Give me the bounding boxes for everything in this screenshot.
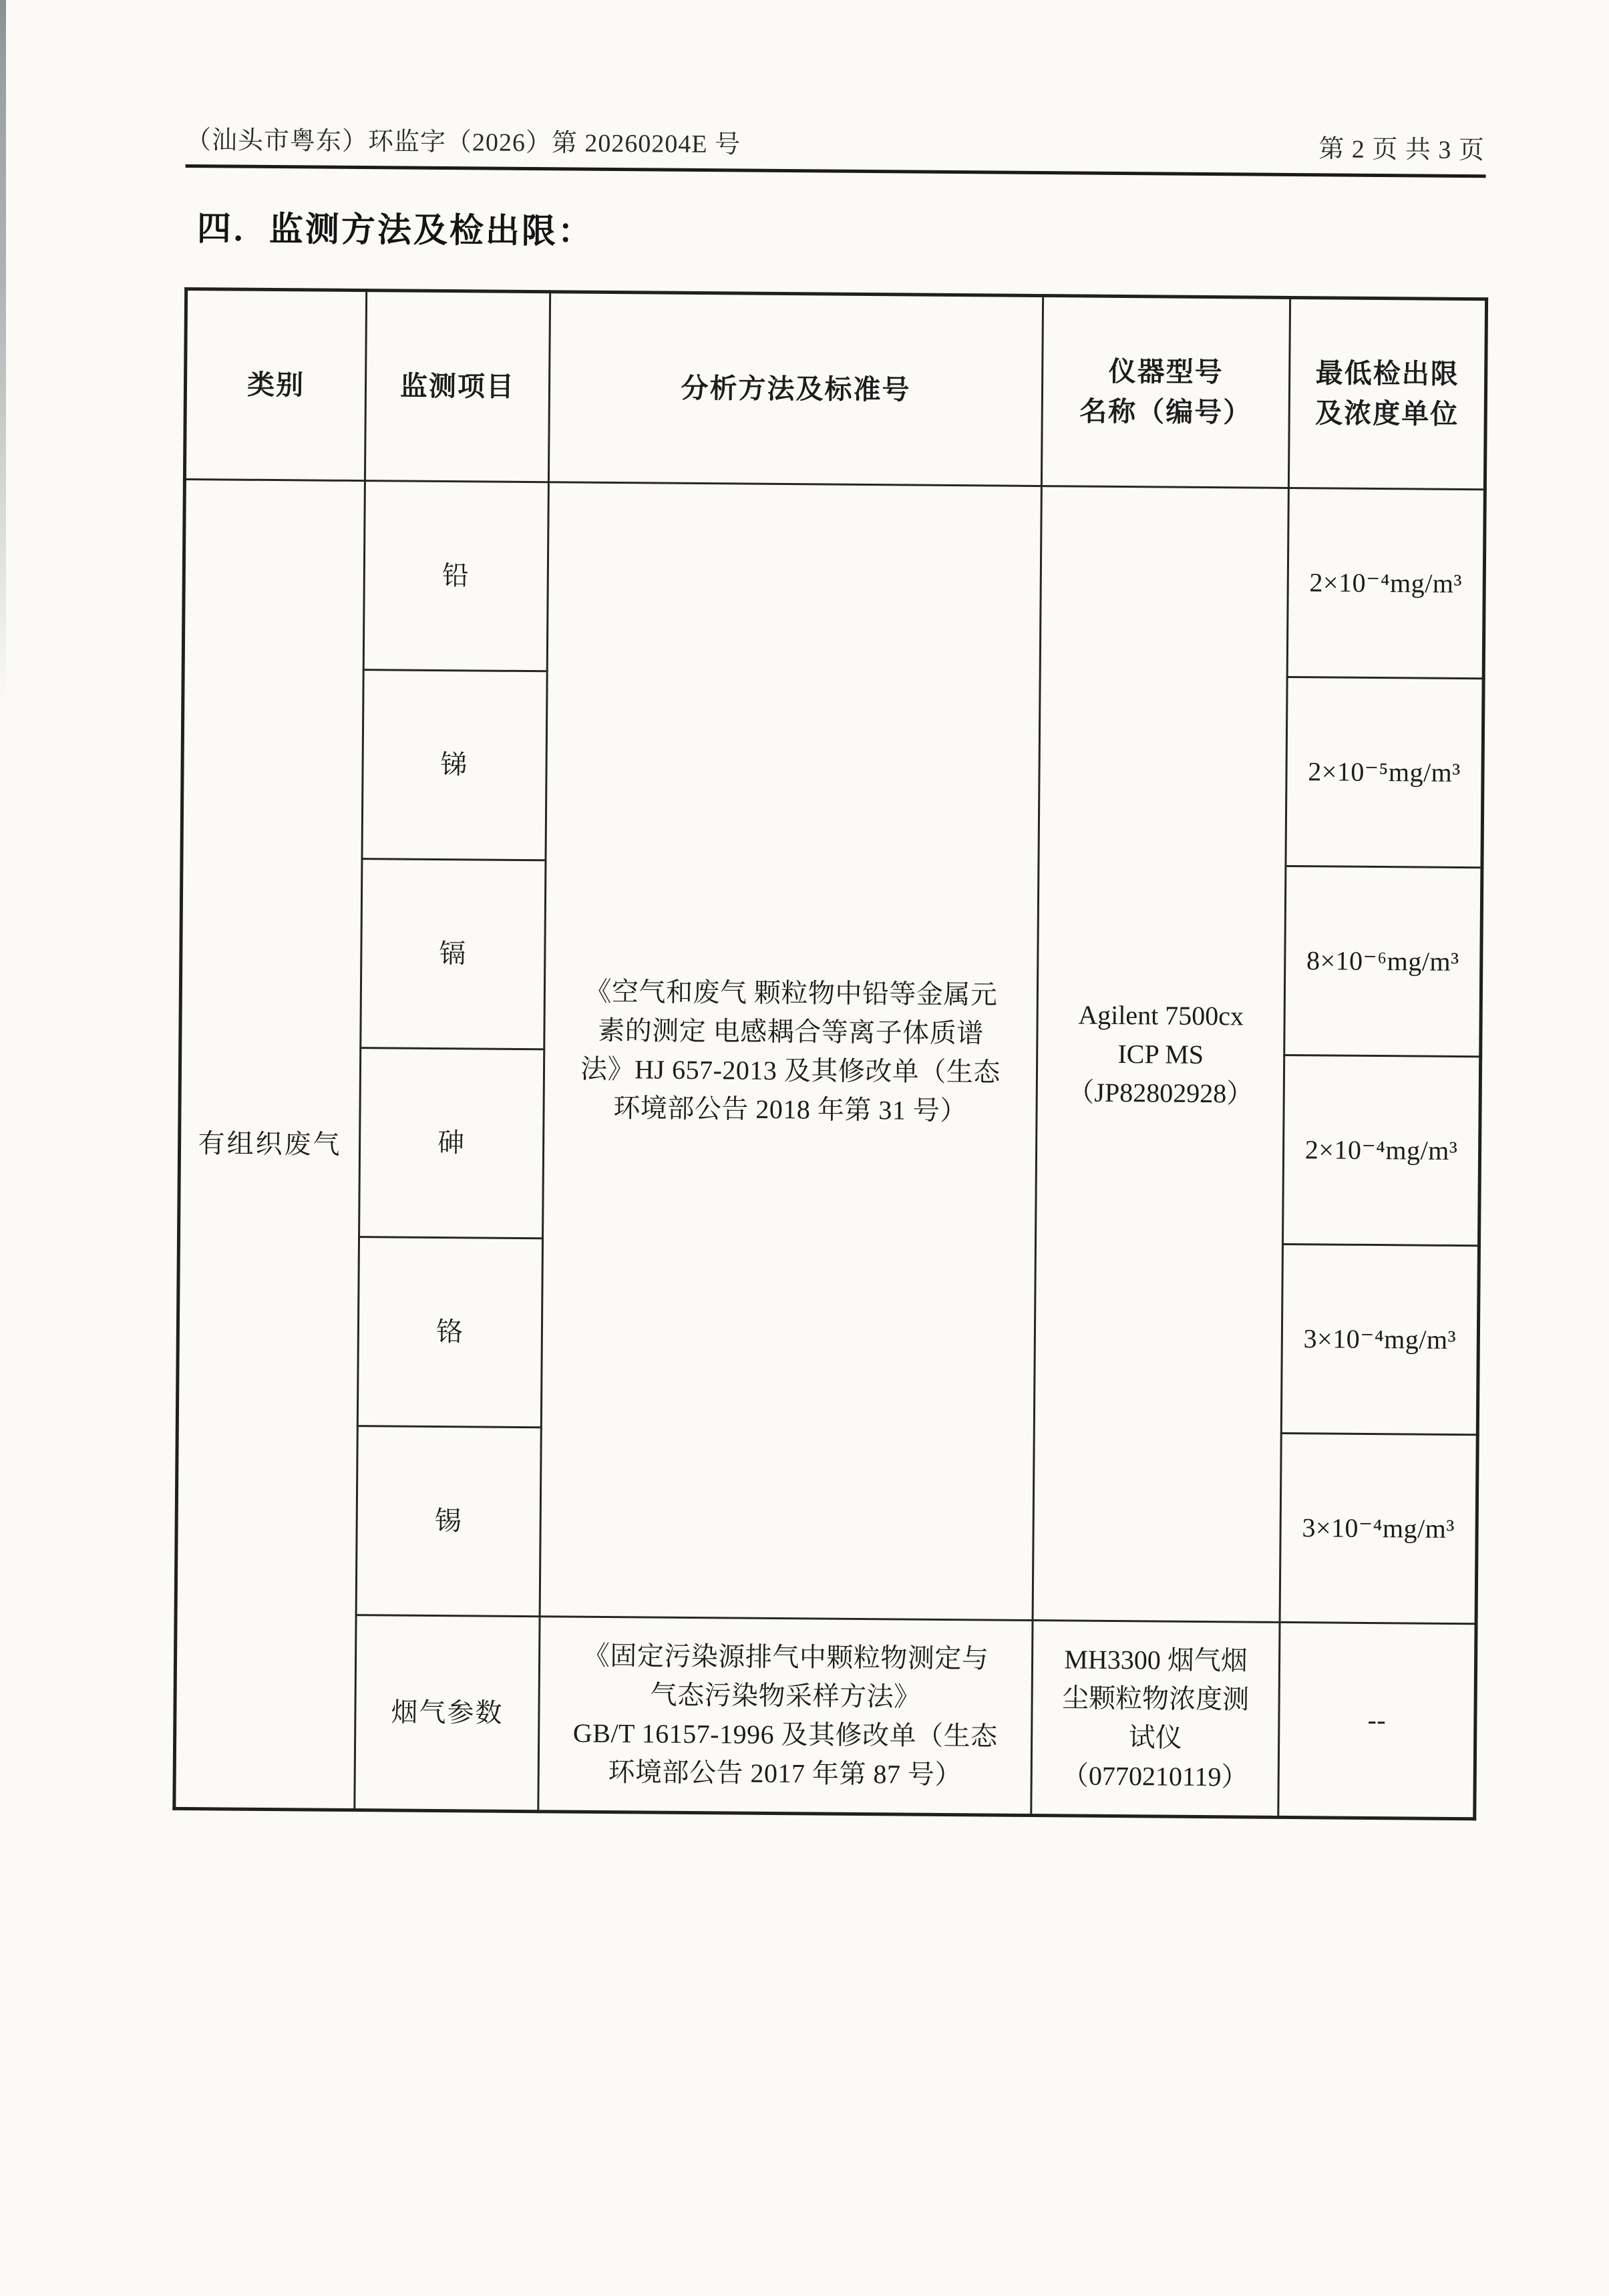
header-divider-line [186,164,1486,178]
item-cell-flue-gas-params: 烟气参数 [355,1615,540,1812]
limit-cell-cadmium: 8×10⁻⁶mg/m³ [1284,866,1482,1056]
col-header-detection-limit: 最低检出限 及浓度单位 [1288,297,1486,489]
method-cell-flue: 《固定污染源排气中颗粒物测定与 气态污染物采样方法》 GB/T 16157-1996 及其修改单（生态 环境部公告 2017 年第 87 号） [538,1617,1033,1816]
table-header-row [184,289,1486,489]
item-cell-lead: 铅 [363,481,548,671]
limit-cell-tin: 3×10⁻⁴mg/m³ [1280,1433,1477,1623]
instrument-cell-metals: Agilent 7500cx ICP MS （JP82802928） [1033,486,1288,1623]
section-title: 四．监测方法及检出限： [196,210,594,251]
limit-cell-antimony: 2×10⁻⁵mg/m³ [1286,677,1483,867]
method-cell-metals: 《空气和废气 颗粒物中铅等金属元 素的测定 电感耦合等离子体质谱 法》HJ 657-2013 及其修改单（生态 环境部公告 2018 年第 31 号） [540,482,1041,1621]
document-header [186,119,1485,166]
instrument-cell-flue: MH3300 烟气烟 尘颗粒物浓度测 试仪 （0770210119） [1031,1621,1280,1818]
limit-cell-lead: 2×10⁻⁴mg/m³ [1287,488,1485,678]
item-cell-chromium: 铬 [357,1237,542,1428]
table-row [174,1613,1476,1818]
category-cell: 有组织废气 [174,479,365,1810]
limit-cell-flue-gas-params: -- [1278,1622,1476,1818]
item-cell-arsenic: 砷 [359,1048,544,1239]
col-header-category: 类别 [184,289,366,480]
item-cell-tin: 锡 [356,1426,541,1617]
col-header-item: 监测项目 [365,291,550,482]
doc-number: （汕头市粤东）环监字（2026）第 20260204E 号 [185,126,741,159]
col-header-method: 分析方法及标准号 [548,292,1043,486]
monitoring-methods-table [172,287,1488,1820]
page-number: 第 2 页 共 3 页 [1318,135,1485,165]
item-cell-antimony: 锑 [362,670,547,860]
table-row [183,479,1485,678]
item-cell-cadmium: 镉 [361,859,546,1049]
col-header-instrument: 仪器型号 名称（编号） [1041,296,1290,488]
limit-cell-chromium: 3×10⁻⁴mg/m³ [1281,1244,1479,1434]
limit-cell-arsenic: 2×10⁻⁴mg/m³ [1282,1055,1480,1245]
